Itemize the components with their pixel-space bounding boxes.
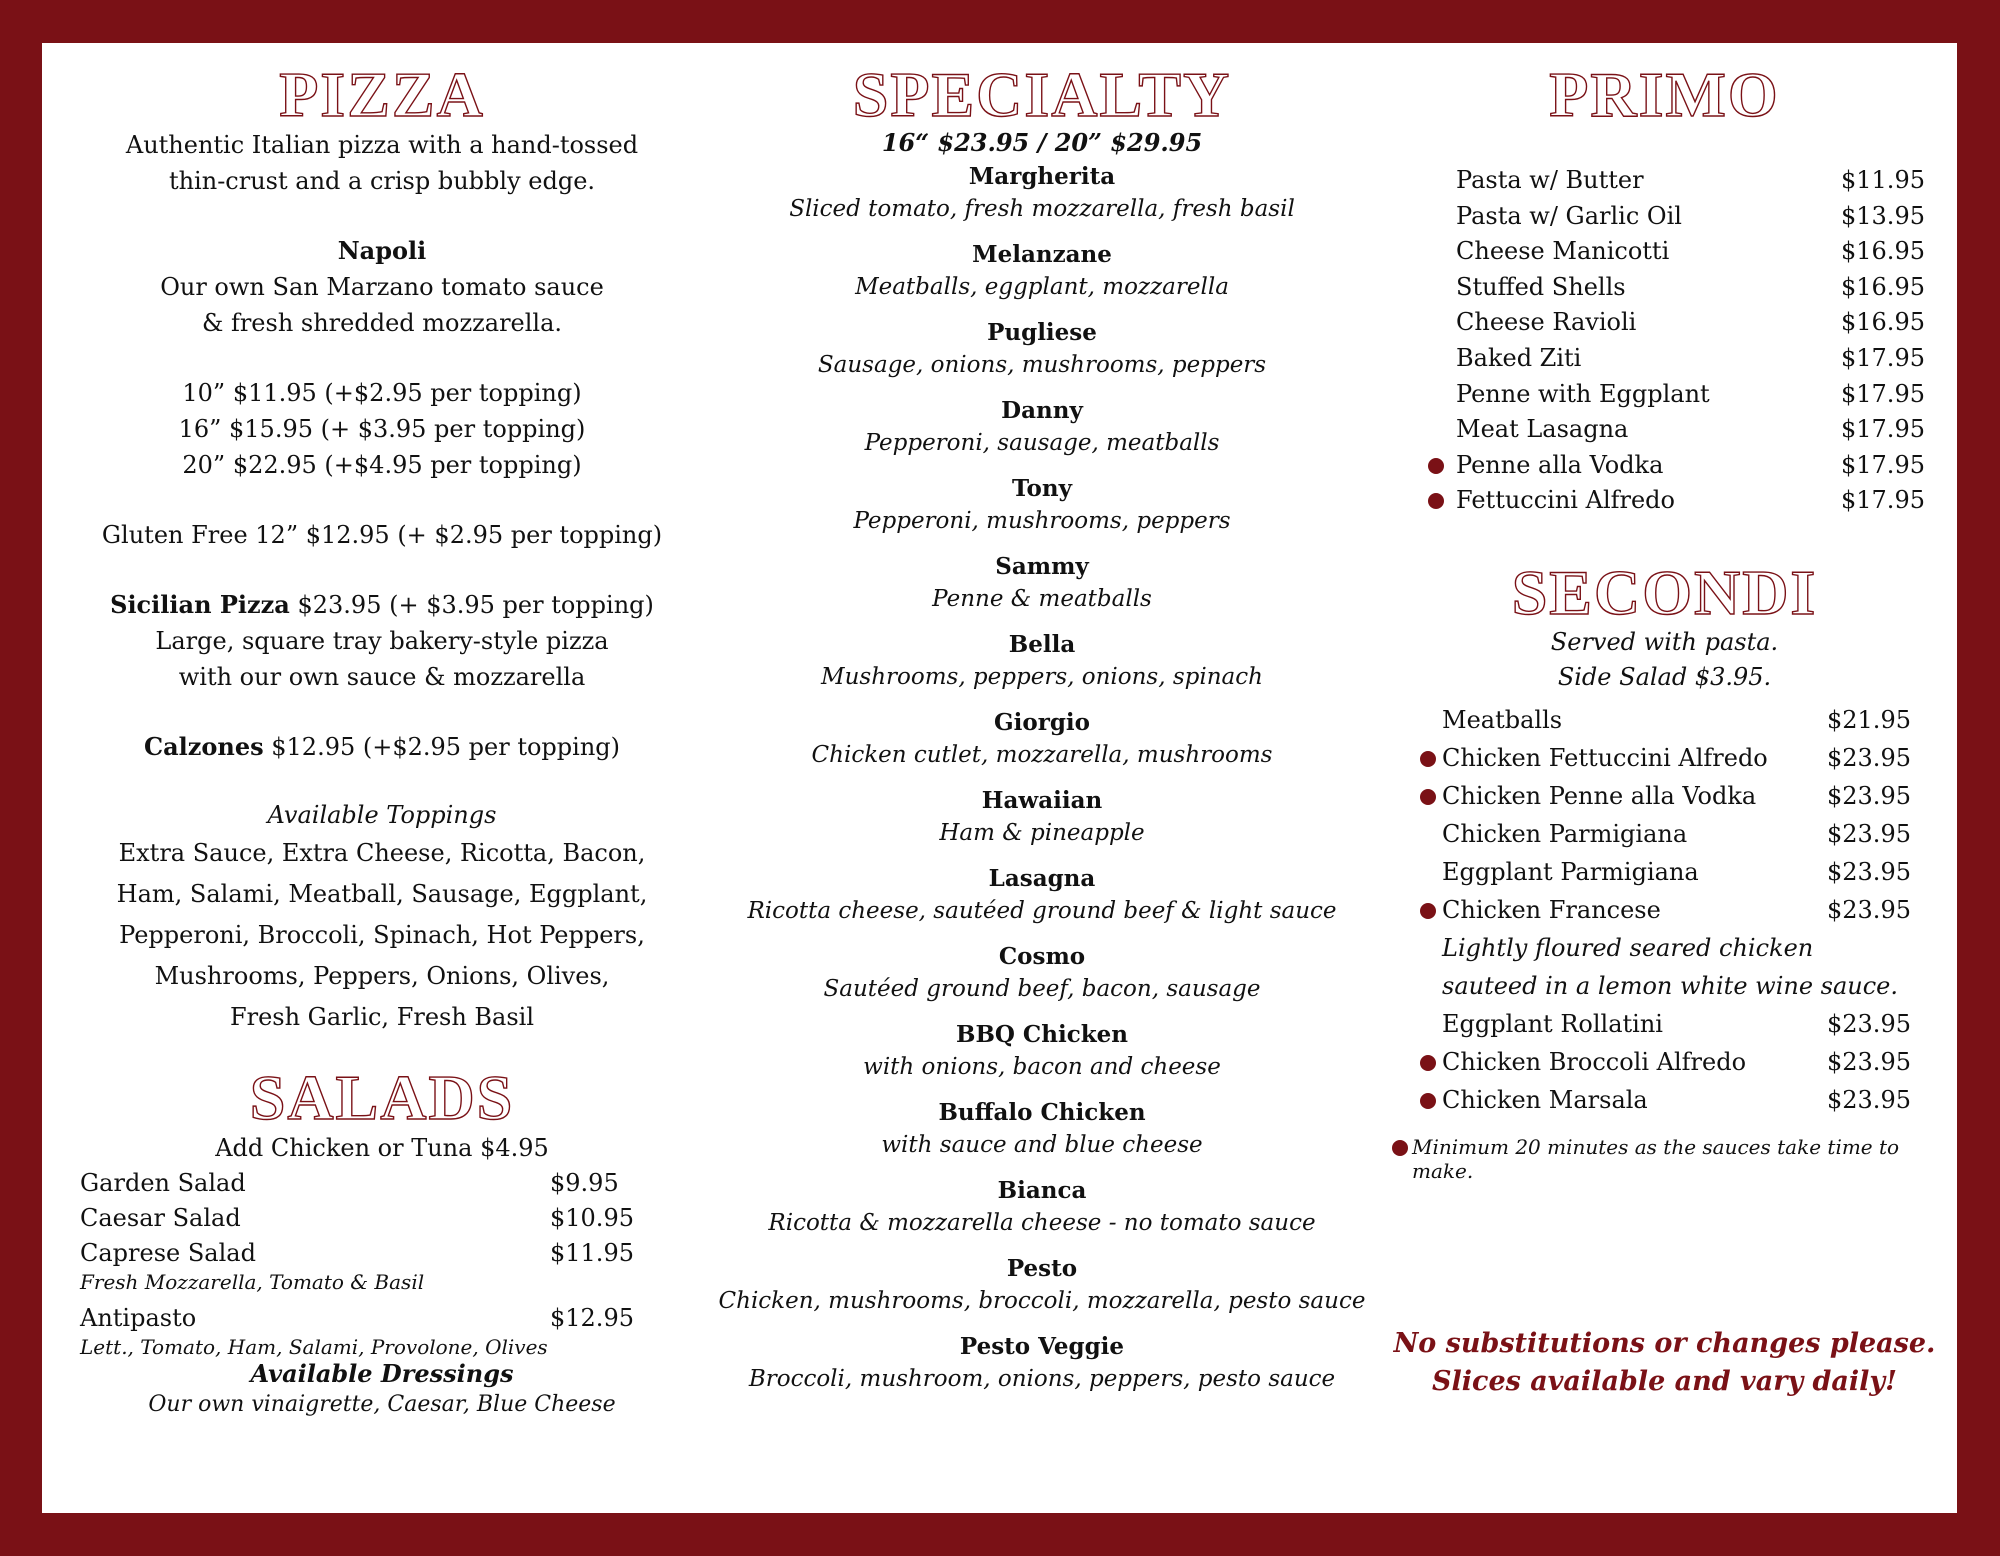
specialty-item bbox=[692, 1253, 1392, 1317]
bullet-dot-icon bbox=[1420, 1093, 1436, 1109]
bullet-dot-icon bbox=[1420, 789, 1436, 805]
salad-item bbox=[80, 1201, 640, 1236]
specialty-item bbox=[692, 863, 1392, 927]
salad-desc: Lett., Tomato, Ham, Salami, Provolone, Olives bbox=[80, 1335, 548, 1359]
sicilian-pizza bbox=[72, 587, 692, 623]
specialty-prices: 16“ $23.95 / 20” $29.95 bbox=[881, 128, 1203, 157]
specialty-item bbox=[692, 1097, 1392, 1161]
gluten-free-price: Gluten Free 12” $12.95 (+ $2.95 per topping) bbox=[101, 521, 663, 549]
item-name: Eggplant Parmigiana bbox=[1442, 857, 1699, 886]
secondi-list bbox=[1442, 701, 1912, 1119]
pizza-size-10: 10” $11.95 (+$2.95 per topping) bbox=[182, 379, 582, 407]
sicilian-name: Sicilian Pizza bbox=[110, 590, 290, 619]
item-price: $21.95 bbox=[1827, 705, 1911, 734]
specialty-name: Bianca bbox=[997, 1177, 1087, 1204]
sicilian-desc-line-1: Large, square tray bakery-style pizza bbox=[155, 627, 609, 655]
toppings-line-1: Extra Sauce, Extra Cheese, Ricotta, Bacon, bbox=[118, 839, 646, 867]
specialty-name: Melanzane bbox=[972, 241, 1112, 268]
bullet-dot-icon bbox=[1392, 1140, 1408, 1156]
item-name: Chicken Penne alla Vodka bbox=[1442, 781, 1757, 810]
bullet-dot-icon bbox=[1420, 1055, 1436, 1071]
secondi-note-line-2: Side Salad $3.95. bbox=[1557, 662, 1772, 691]
specialty-title: SPECIALTY bbox=[852, 59, 1232, 130]
item-name: Meat Lasagna bbox=[1456, 415, 1629, 444]
specialty-item bbox=[692, 707, 1392, 771]
napoli-desc-line-2: & fresh shredded mozzarella. bbox=[201, 309, 563, 337]
dressings-list: Our own vinaigrette, Caesar, Blue Cheese bbox=[148, 1392, 616, 1417]
primo-item bbox=[1456, 305, 1926, 341]
secondi-item bbox=[1442, 815, 1912, 853]
secondi-item bbox=[1442, 1081, 1912, 1119]
secondi-title: SECONDI bbox=[1511, 556, 1818, 628]
specialty-name: Hawaiian bbox=[981, 787, 1103, 814]
specialty-name: Buffalo Chicken bbox=[938, 1099, 1146, 1126]
minimum-time-note bbox=[1412, 1135, 1957, 1183]
pizza-size-20: 20” $22.95 (+$4.95 per topping) bbox=[182, 451, 582, 479]
specialty-desc: Ricotta cheese, sautéed ground beef & light sauce bbox=[747, 898, 1337, 924]
specialty-item bbox=[692, 785, 1392, 849]
dressings-heading: Available Dressings bbox=[250, 1359, 514, 1388]
specialty-item bbox=[692, 629, 1392, 693]
toppings-line-4: Mushrooms, Peppers, Onions, Olives, bbox=[154, 962, 610, 990]
salads-list bbox=[80, 1166, 640, 1358]
right-column bbox=[1372, 43, 1957, 1397]
salads-add-on: Add Chicken or Tuna $4.95 bbox=[215, 1134, 549, 1162]
item-name: Cheese Manicotti bbox=[1456, 237, 1670, 266]
item-name: Penne with Eggplant bbox=[1456, 379, 1710, 408]
salad-price: $11.95 bbox=[550, 1239, 634, 1267]
bullet-dot-icon bbox=[1420, 903, 1436, 919]
item-price: $17.95 bbox=[1841, 379, 1925, 408]
item-price: $23.95 bbox=[1827, 743, 1911, 772]
salad-price: $12.95 bbox=[550, 1304, 634, 1332]
pizza-size-16: 16” $15.95 (+ $3.95 per topping) bbox=[178, 415, 586, 443]
secondi-item bbox=[1442, 891, 1912, 929]
salad-name: Garden Salad bbox=[80, 1169, 246, 1197]
specialty-name: Pesto bbox=[1006, 1255, 1078, 1282]
primo-item bbox=[1456, 234, 1926, 270]
napoli-name: Napoli bbox=[337, 236, 427, 265]
specialty-desc: with onions, bacon and cheese bbox=[863, 1054, 1221, 1080]
salad-desc: Fresh Mozzarella, Tomato & Basil bbox=[80, 1270, 425, 1294]
item-price: $13.95 bbox=[1841, 201, 1925, 230]
item-price: $17.95 bbox=[1841, 415, 1925, 444]
calzones-price: $12.95 (+$2.95 per topping) bbox=[263, 733, 621, 761]
item-price: $11.95 bbox=[1841, 166, 1925, 194]
calzones-name: Calzones bbox=[143, 732, 264, 761]
item-price: $23.95 bbox=[1827, 1085, 1911, 1114]
item-price: $16.95 bbox=[1841, 308, 1925, 337]
item-price: $23.95 bbox=[1827, 1047, 1911, 1076]
item-price: $17.95 bbox=[1841, 343, 1925, 372]
salad-name: Caprese Salad bbox=[80, 1239, 256, 1267]
toppings-line-3: Pepperoni, Broccoli, Spinach, Hot Peppers, bbox=[119, 921, 645, 949]
specialty-desc: Penne & meatballs bbox=[932, 586, 1152, 612]
pizza-intro-line-1: Authentic Italian pizza with a hand-tossed bbox=[125, 131, 639, 159]
napoli-desc-line-1: Our own San Marzano tomato sauce bbox=[160, 273, 604, 301]
specialty-item bbox=[692, 1175, 1392, 1239]
item-price: $23.95 bbox=[1827, 857, 1911, 886]
specialty-desc: Sautéed ground beef, bacon, sausage bbox=[823, 976, 1261, 1002]
calzones bbox=[72, 729, 692, 765]
item-name: Meatballs bbox=[1442, 705, 1563, 734]
salad-name: Antipasto bbox=[80, 1304, 197, 1332]
specialty-desc: Pepperoni, mushrooms, peppers bbox=[853, 508, 1231, 534]
item-price: $16.95 bbox=[1841, 237, 1925, 266]
secondi-item bbox=[1442, 1043, 1912, 1081]
bullet-dot-icon bbox=[1428, 493, 1444, 509]
specialty-name: Sammy bbox=[995, 553, 1089, 580]
toppings-line-5: Fresh Garlic, Fresh Basil bbox=[229, 1003, 535, 1031]
item-name: Chicken Marsala bbox=[1442, 1085, 1648, 1114]
item-name: Chicken Parmigiana bbox=[1442, 819, 1688, 848]
specialty-desc: Chicken cutlet, mozzarella, mushrooms bbox=[811, 742, 1273, 768]
primo-item bbox=[1456, 341, 1926, 377]
item-price: $17.95 bbox=[1841, 486, 1925, 515]
item-name: Chicken Broccoli Alfredo bbox=[1442, 1047, 1747, 1076]
sicilian-price: $23.95 (+ $3.95 per topping) bbox=[289, 591, 654, 619]
item-name: Eggplant Rollatini bbox=[1442, 1009, 1663, 1038]
specialty-desc: Sausage, onions, mushrooms, peppers bbox=[817, 352, 1267, 378]
specialty-item bbox=[692, 395, 1392, 459]
francese-desc-line-2: sauteed in a lemon white wine sauce. bbox=[1442, 971, 1899, 1000]
specialty-item bbox=[692, 1331, 1392, 1395]
closing-line-2: Slices available and vary daily! bbox=[1432, 1366, 1897, 1397]
closing-line-1: No substitutions or changes please. bbox=[1393, 1328, 1936, 1359]
specialty-name: Danny bbox=[1001, 397, 1083, 424]
bullet-dot-icon bbox=[1420, 751, 1436, 767]
specialty-item bbox=[692, 1019, 1392, 1083]
specialty-name: Cosmo bbox=[998, 943, 1086, 970]
item-name: Pasta w/ Butter bbox=[1456, 166, 1644, 194]
secondi-item bbox=[1442, 1005, 1912, 1043]
item-price: $23.95 bbox=[1827, 819, 1911, 848]
primo-title: PRIMO bbox=[1549, 59, 1780, 130]
middle-column bbox=[692, 43, 1392, 1409]
primo-list bbox=[1456, 163, 1926, 519]
item-name: Chicken Fettuccini Alfredo bbox=[1442, 743, 1768, 772]
minimum-note-text: Minimum 20 minutes as the sauces take time to make. bbox=[1412, 1134, 1900, 1183]
salad-price: $10.95 bbox=[550, 1204, 634, 1232]
salad-name: Caesar Salad bbox=[80, 1204, 241, 1232]
closing-note bbox=[1372, 1325, 1957, 1401]
specialty-name: Bella bbox=[1008, 631, 1076, 658]
pizza-title: PIZZA bbox=[279, 59, 485, 130]
salad-price: $9.95 bbox=[550, 1169, 619, 1197]
specialty-desc: Ham & pineapple bbox=[939, 820, 1145, 846]
primo-item bbox=[1456, 270, 1926, 306]
specialty-desc: Sliced tomato, fresh mozzarella, fresh basil bbox=[789, 196, 1295, 222]
menu-page bbox=[42, 43, 1957, 1513]
specialty-item bbox=[692, 473, 1392, 537]
item-name: Baked Ziti bbox=[1456, 343, 1582, 372]
francese-desc-line-1: Lightly floured seared chicken bbox=[1442, 933, 1814, 962]
item-name: Stuffed Shells bbox=[1456, 272, 1626, 301]
left-column bbox=[72, 43, 692, 1420]
item-price: $23.95 bbox=[1827, 895, 1911, 924]
secondi-item bbox=[1442, 739, 1912, 777]
specialty-desc: Mushrooms, peppers, onions, spinach bbox=[821, 664, 1263, 690]
item-name: Penne alla Vodka bbox=[1456, 450, 1664, 479]
specialty-desc: Broccoli, mushroom, onions, peppers, pesto sauce bbox=[748, 1366, 1336, 1392]
primo-item bbox=[1456, 163, 1926, 199]
salads-title: SALADS bbox=[249, 1062, 515, 1133]
specialty-item bbox=[692, 161, 1392, 225]
specialty-item bbox=[692, 317, 1392, 381]
secondi-note-line-1: Served with pasta. bbox=[1550, 627, 1779, 656]
salad-item bbox=[80, 1301, 640, 1336]
item-name: Fettuccini Alfredo bbox=[1456, 486, 1675, 515]
specialty-item bbox=[692, 941, 1392, 1005]
specialty-desc: Chicken, mushrooms, broccoli, mozzarella, pesto sauce bbox=[718, 1288, 1366, 1314]
specialty-name: Giorgio bbox=[994, 709, 1090, 736]
salad-item bbox=[80, 1236, 640, 1271]
specialty-desc: Ricotta & mozzarella cheese - no tomato sauce bbox=[768, 1210, 1316, 1236]
specialty-list bbox=[692, 161, 1392, 1395]
secondi-item bbox=[1442, 701, 1912, 739]
specialty-desc: with sauce and blue cheese bbox=[881, 1132, 1203, 1158]
specialty-name: Lasagna bbox=[988, 865, 1096, 892]
secondi-item bbox=[1442, 777, 1912, 815]
specialty-item bbox=[692, 239, 1392, 303]
primo-item bbox=[1456, 448, 1926, 484]
sicilian-desc-line-2: with our own sauce & mozzarella bbox=[178, 663, 586, 691]
item-price: $17.95 bbox=[1841, 450, 1925, 479]
item-price: $23.95 bbox=[1827, 781, 1911, 810]
primo-item bbox=[1456, 412, 1926, 448]
specialty-name: Pesto Veggie bbox=[959, 1333, 1125, 1360]
specialty-name: Pugliese bbox=[987, 319, 1097, 346]
specialty-desc: Pepperoni, sausage, meatballs bbox=[864, 430, 1220, 456]
pizza-intro-line-2: thin-crust and a crisp bubbly edge. bbox=[168, 167, 596, 195]
toppings-line-2: Ham, Salami, Meatball, Sausage, Eggplant, bbox=[116, 880, 648, 908]
toppings-heading: Available Toppings bbox=[267, 801, 497, 829]
salad-item bbox=[80, 1166, 640, 1201]
item-name: Pasta w/ Garlic Oil bbox=[1456, 201, 1682, 230]
specialty-name: BBQ Chicken bbox=[956, 1021, 1128, 1048]
item-name: Cheese Ravioli bbox=[1456, 308, 1637, 337]
specialty-desc: Meatballs, eggplant, mozzarella bbox=[855, 274, 1229, 300]
bullet-dot-icon bbox=[1428, 458, 1444, 474]
item-price: $16.95 bbox=[1841, 272, 1925, 301]
item-price: $23.95 bbox=[1827, 1009, 1911, 1038]
specialty-name: Tony bbox=[1012, 475, 1072, 502]
primo-item bbox=[1456, 483, 1926, 519]
specialty-name: Margherita bbox=[968, 163, 1116, 190]
primo-item bbox=[1456, 199, 1926, 235]
secondi-item bbox=[1442, 853, 1912, 891]
specialty-item bbox=[692, 551, 1392, 615]
primo-item bbox=[1456, 377, 1926, 413]
item-name: Chicken Francese bbox=[1442, 895, 1661, 924]
